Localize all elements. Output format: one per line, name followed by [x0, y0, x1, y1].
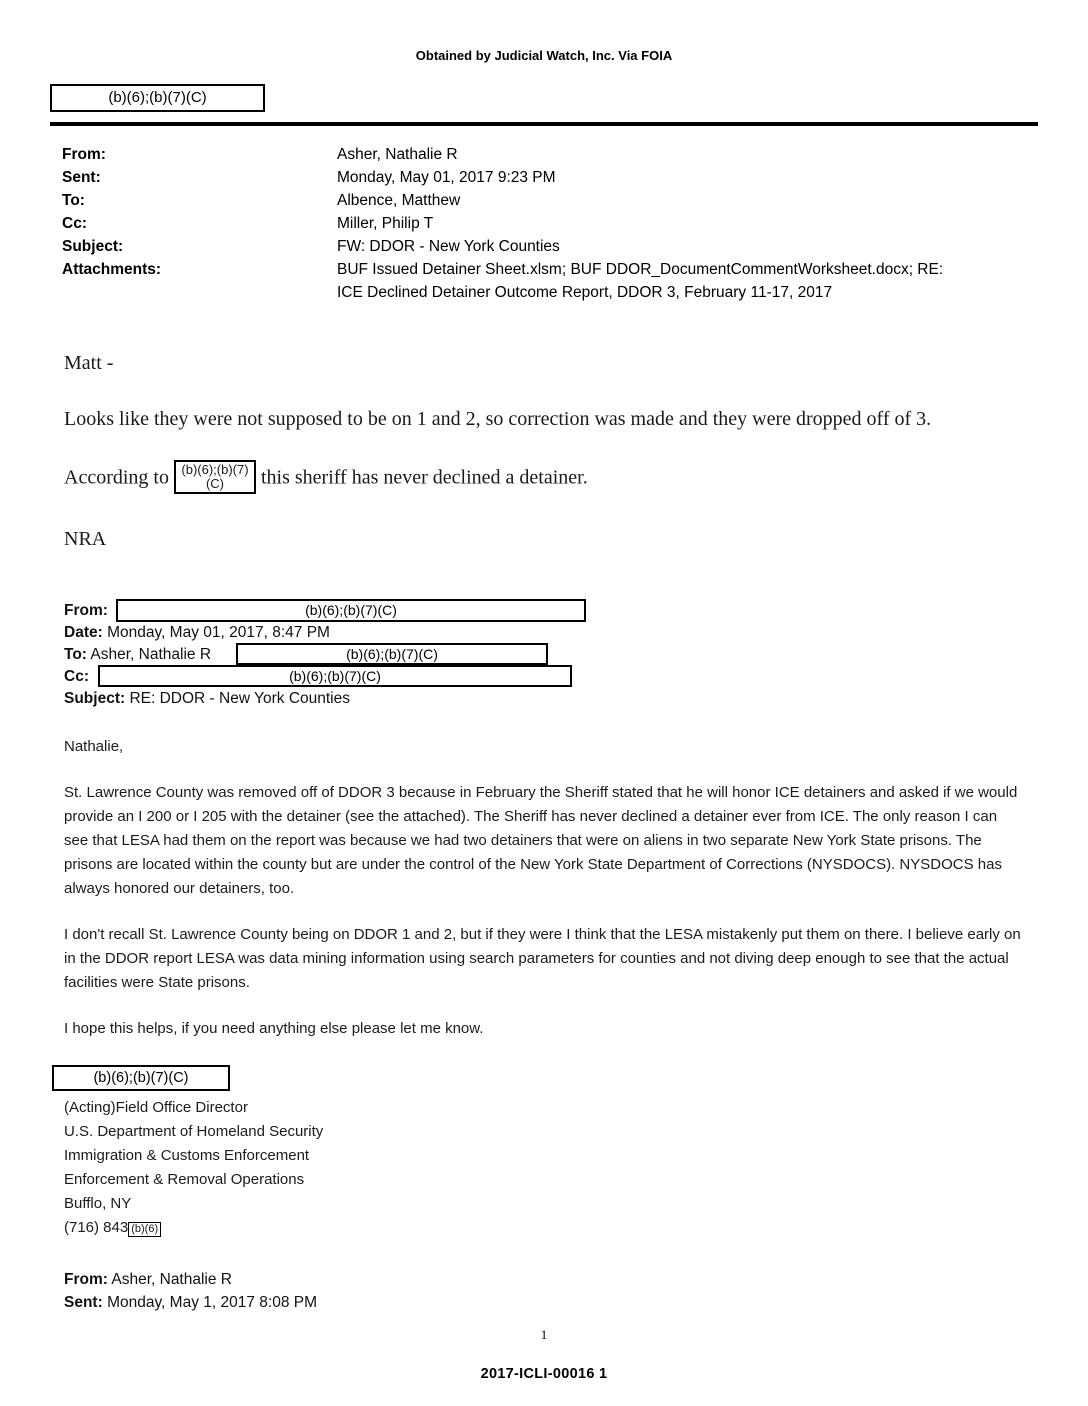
header-label-from: From:	[62, 146, 106, 163]
msg2-row-cc	[64, 666, 1024, 688]
body-paragraph-1: Looks like they were not supposed to be on 1 and 2, so correction was made and they were dropped off of 3.	[64, 408, 932, 430]
signature-block	[64, 1096, 664, 1240]
body-signoff: NRA	[64, 528, 107, 550]
header-row-attachments	[62, 258, 1022, 281]
signature-agency-department: U.S. Department of Homeland Security	[64, 1123, 324, 1140]
redaction-signature-phone: (b)(6)	[128, 1222, 161, 1237]
footer-bates-id: 2017-ICLI-00016 1	[480, 1366, 608, 1382]
redaction-top: (b)(6);(b)(7)(C)	[50, 84, 265, 112]
header-row-subject	[62, 235, 1022, 258]
second-message-header	[64, 600, 1024, 710]
msg2-value-to: Asher, Nathalie R	[90, 646, 212, 663]
signature-phone-line	[64, 1216, 664, 1240]
msg2-value-date: Monday, May 01, 2017, 8:47 PM	[107, 624, 330, 641]
foia-header: Obtained by Judicial Watch, Inc. Via FOIA	[415, 48, 673, 63]
second-message-body	[64, 735, 1024, 1063]
header-value-attachments-continued: ICE Declined Detainer Outcome Report, DDOR 3, February 11-17, 2017	[337, 284, 833, 301]
msg3-row-sent	[64, 1291, 764, 1314]
body-paragraph-2-after: this sheriff has never declined a detainer.	[260, 466, 588, 489]
msg3-value-from: Asher, Nathalie R	[111, 1271, 232, 1288]
msg2-value-subject: RE: DDOR - New York Counties	[129, 690, 350, 707]
redaction-msg2-cc: (b)(6);(b)(7)(C)	[98, 665, 572, 687]
msg2-row-from	[64, 600, 1024, 622]
msg2-label-date: Date:	[64, 624, 103, 641]
header-label-subject: Subject:	[62, 238, 124, 255]
msg2-label-from: From:	[64, 602, 108, 619]
header-label-cc: Cc:	[62, 215, 87, 232]
msg3-row-from	[64, 1268, 764, 1291]
redaction-msg2-from: (b)(6);(b)(7)(C)	[116, 599, 586, 622]
header-row-sent	[62, 166, 1022, 189]
msg2-row-subject	[64, 688, 1024, 710]
signature-location: Bufflo, NY	[64, 1195, 132, 1212]
msg2-paragraph-2: I don't recall St. Lawrence County being on DDOR 1 and 2, but if they were I think that the LESA mistakenly put them on there. I believe early on in the DDOR report LESA was data mining information using search parameters for counties and not diving deep enough to see that the actual facilities were State prisons.	[64, 926, 1021, 991]
msg3-value-sent: Monday, May 1, 2017 8:08 PM	[107, 1294, 318, 1311]
header-value-cc: Miller, Philip T	[337, 215, 434, 232]
header-value-sent: Monday, May 01, 2017 9:23 PM	[337, 169, 556, 186]
redaction-signature-name: (b)(6);(b)(7)(C)	[52, 1065, 230, 1091]
msg2-label-subject: Subject:	[64, 690, 126, 707]
msg2-label-to: To:	[64, 646, 87, 663]
header-row-attachments-continued	[62, 281, 1022, 304]
third-message-header	[64, 1268, 764, 1314]
header-value-from: Asher, Nathalie R	[337, 146, 458, 163]
signature-title: (Acting)Field Office Director	[64, 1099, 248, 1116]
msg3-label-sent: Sent:	[64, 1294, 103, 1311]
signature-agency-ero: Enforcement & Removal Operations	[64, 1171, 305, 1188]
email-header-block	[62, 143, 1022, 304]
header-value-attachments: BUF Issued Detainer Sheet.xlsm; BUF DDOR_DocumentCommentWorksheet.docx; RE:	[337, 261, 944, 278]
redaction-inline-sheriff: (b)(6);(b)(7)(C)	[174, 460, 256, 494]
redaction-msg2-to: (b)(6);(b)(7)(C)	[236, 643, 548, 665]
header-row-from	[62, 143, 1022, 166]
header-divider-rule	[50, 122, 1038, 126]
page-number: 1	[540, 1327, 548, 1342]
msg2-row-to	[64, 644, 1024, 666]
msg3-label-from: From:	[64, 1271, 108, 1288]
signature-phone: (716) 843	[64, 1219, 129, 1236]
header-label-attachments: Attachments:	[62, 261, 162, 278]
msg2-greeting: Nathalie,	[64, 738, 124, 755]
body-greeting: Matt -	[64, 352, 114, 374]
body-paragraph-2	[64, 462, 1014, 496]
msg2-row-date	[64, 622, 1024, 644]
signature-agency-ice: Immigration & Customs Enforcement	[64, 1147, 310, 1164]
header-value-subject: FW: DDOR - New York Counties	[337, 238, 560, 255]
header-row-to	[62, 189, 1022, 212]
msg2-label-cc: Cc:	[64, 668, 89, 685]
header-value-to: Albence, Matthew	[337, 192, 461, 209]
msg2-paragraph-3: I hope this helps, if you need anything else please let me know.	[64, 1020, 484, 1037]
body-paragraph-2-before: According to	[64, 466, 169, 489]
header-label-sent: Sent:	[62, 169, 101, 186]
header-label-to: To:	[62, 192, 85, 209]
header-row-cc	[62, 212, 1022, 235]
msg2-paragraph-1: St. Lawrence County was removed off of DDOR 3 because in February the Sheriff stated that he will honor ICE detainers and asked if we would provide an I 200 or I 205 with the detainer (see the attached). The Sheriff has never declined a detainer ever from ICE. The only reason I can see that LESA had them on the report was because we had two detainers that were on aliens in two separate New York State prisons. The prisons are located within the county but are under the control of the New York State Department of Corrections (NYSDOCS). NYSDOCS has always honored our detainers, too.	[64, 784, 1018, 897]
top-message-body	[64, 350, 1014, 582]
